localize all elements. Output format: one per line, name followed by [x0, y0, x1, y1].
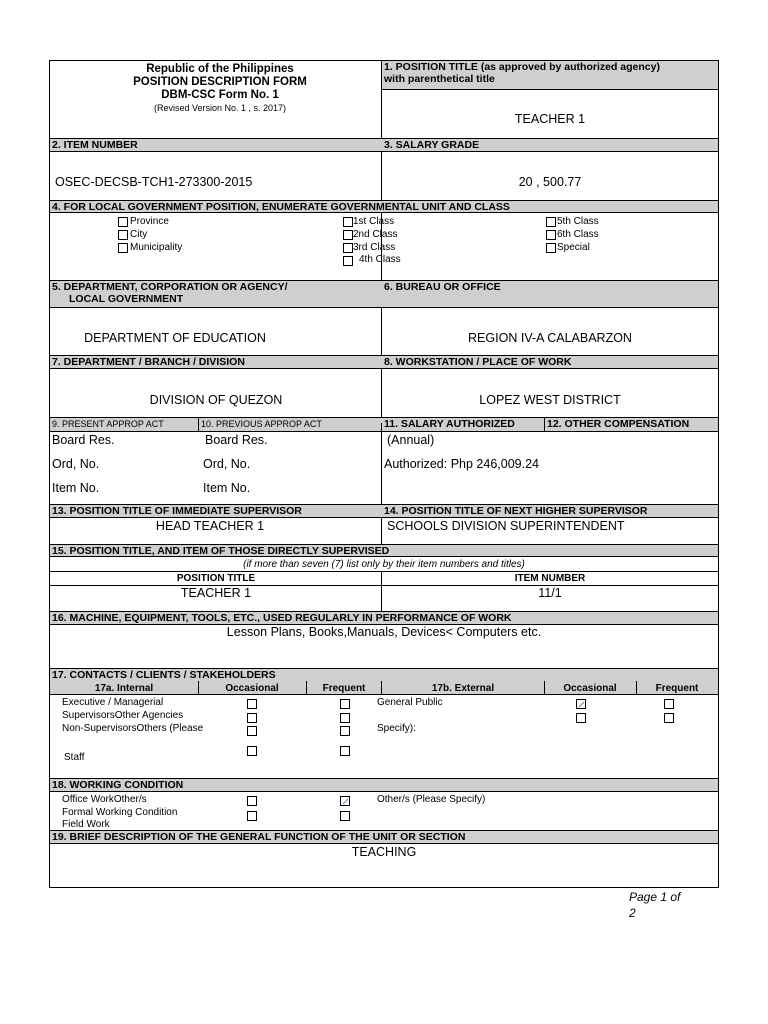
working-condition-other: Other/s (Please Specify)	[377, 794, 486, 805]
6th-class-checkbox[interactable]	[546, 230, 556, 240]
2nd-class-label: 2nd Class	[353, 229, 398, 240]
internal-row-executive: Executive / Managerial	[62, 697, 164, 708]
section-12-label: 12. OTHER COMPENSATION	[545, 417, 718, 432]
position-title-value: TEACHER 1	[514, 112, 586, 126]
col-item-number: ITEM NUMBER	[514, 573, 586, 584]
item-number-value: OSEC-DECSB-TCH1-273300-2015	[55, 175, 253, 189]
general-function-value: TEACHING	[351, 845, 417, 859]
section-18-label: 18. WORKING CONDITION	[50, 778, 718, 792]
agencies-occasional-checkbox[interactable]	[576, 713, 586, 723]
1st-class-checkbox[interactable]	[343, 217, 353, 227]
department-value: DEPARTMENT OF EDUCATION	[84, 331, 266, 345]
5th-class-label: 5th Class	[557, 216, 599, 227]
section-8-label: 8. WORKSTATION / PLACE OF WORK	[382, 355, 718, 369]
external-row-general-public: General Public	[377, 697, 443, 708]
previous-item-no: Item No.	[203, 481, 251, 495]
supervisors-occasional-checkbox[interactable]	[247, 713, 257, 723]
equipment-value: Lesson Plans, Books,Manuals, Devices< Computers etc.	[226, 625, 542, 639]
section-13-label: 13. POSITION TITLE OF IMMEDIATE SUPERVISOR	[50, 504, 382, 518]
executive-frequent-checkbox[interactable]	[340, 699, 350, 709]
section-19-label: 19. BRIEF DESCRIPTION OF THE GENERAL FUNCTION OF THE UNIT OR SECTION	[50, 830, 718, 844]
salary-annual: (Annual)	[387, 433, 435, 447]
division-value: DIVISION OF QUEZON	[149, 393, 283, 407]
city-checkbox[interactable]	[118, 230, 128, 240]
3rd-class-checkbox[interactable]	[343, 243, 353, 253]
external-row-specify: Specify):	[377, 723, 416, 734]
internal-row-staff: Staff	[64, 752, 85, 763]
section-17-label: 17. CONTACTS / CLIENTS / STAKEHOLDERS	[50, 668, 718, 682]
col-position-title: POSITION TITLE	[176, 573, 256, 584]
special-checkbox[interactable]	[546, 243, 556, 253]
section-10-label: 10. PREVIOUS APPROP ACT	[199, 417, 382, 432]
internal-row-non-supervisors: Non-SupervisorsOthers (Please	[62, 723, 204, 734]
section-9-label: 9. PRESENT APPROP ACT	[50, 417, 198, 432]
section-7-label: 7. DEPARTMENT / BRANCH / DIVISION	[50, 355, 382, 369]
non-supervisors-frequent-checkbox[interactable]	[340, 726, 350, 736]
immediate-supervisor-value: HEAD TEACHER 1	[155, 519, 265, 533]
agencies-frequent-checkbox[interactable]	[664, 713, 674, 723]
field-work-occasional-checkbox[interactable]	[247, 811, 257, 821]
4th-class-label: 4th Class	[359, 254, 401, 265]
office-work-frequent-checkbox[interactable]	[340, 796, 350, 806]
working-condition-formal: Formal Working Condition	[62, 807, 178, 818]
salary-grade-value: 20 , 500.77	[518, 175, 582, 189]
col-external-frequent: Frequent	[655, 683, 699, 694]
supervised-title-value: TEACHER 1	[180, 586, 252, 600]
section-4-label: 4. FOR LOCAL GOVERNMENT POSITION, ENUMERATE GOVERNMENTAL UNIT AND CLASS	[50, 200, 718, 213]
special-label: Special	[557, 242, 590, 253]
section-14-label: 14. POSITION TITLE OF NEXT HIGHER SUPERVISOR	[382, 504, 718, 518]
section-16-label: 16. MACHINE, EQUIPMENT, TOOLS, ETC., USED REGULARLY IN PERFORMANCE OF WORK	[50, 611, 718, 625]
form-revision: (Revised Version No. 1 , s. 2017)	[153, 103, 287, 113]
col-external: 17b. External	[431, 683, 495, 694]
office-work-occasional-checkbox[interactable]	[247, 796, 257, 806]
4th-class-checkbox[interactable]	[343, 256, 353, 266]
municipality-checkbox[interactable]	[118, 243, 128, 253]
supervisors-frequent-checkbox[interactable]	[340, 713, 350, 723]
working-condition-field: Field Work	[62, 819, 110, 830]
supervised-item-value: 11/1	[538, 586, 562, 600]
previous-board-res: Board Res.	[205, 433, 268, 447]
section-1-label: 1. POSITION TITLE (as approved by authorized agency) with parenthetical title	[382, 61, 718, 90]
1st-class-label: 1st Class	[353, 216, 395, 227]
city-label: City	[130, 229, 148, 240]
form-title: POSITION DESCRIPTION FORM	[133, 76, 307, 88]
position-description-form	[49, 60, 719, 888]
col-external-occasional: Occasional	[563, 683, 617, 694]
present-item-no: Item No.	[52, 481, 100, 495]
republic-heading: Republic of the Philippines	[146, 63, 294, 75]
divider	[50, 585, 718, 586]
next-higher-supervisor-value: SCHOOLS DIVISION SUPERINTENDENT	[387, 519, 625, 533]
present-ord-no: Ord, No.	[52, 457, 100, 471]
section-3-label: 3. SALARY GRADE	[382, 138, 718, 152]
col-internal-occasional: Occasional	[225, 683, 279, 694]
general-public-frequent-checkbox[interactable]	[664, 699, 674, 709]
form-number: DBM-CSC Form No. 1	[161, 89, 279, 101]
staff-frequent-checkbox[interactable]	[340, 746, 350, 756]
divider	[381, 423, 382, 511]
col-internal-frequent: Frequent	[322, 683, 366, 694]
municipality-label: Municipality	[130, 242, 183, 253]
previous-ord-no: Ord, No.	[203, 457, 251, 471]
section-6-label: 6. BUREAU OR OFFICE	[382, 280, 718, 308]
workstation-value: LOPEZ WEST DISTRICT	[479, 393, 621, 407]
salary-authorized-value: Authorized: Php 246,009.24	[384, 457, 539, 471]
page-number: Page 1 of 2	[629, 890, 681, 920]
internal-row-supervisors: SupervisorsOther Agencies	[62, 710, 184, 721]
bureau-value: REGION IV-A CALABARZON	[468, 331, 632, 345]
staff-occasional-checkbox[interactable]	[247, 746, 257, 756]
executive-occasional-checkbox[interactable]	[247, 699, 257, 709]
present-board-res: Board Res.	[52, 433, 115, 447]
field-work-frequent-checkbox[interactable]	[340, 811, 350, 821]
non-supervisors-occasional-checkbox[interactable]	[247, 726, 257, 736]
supervised-note: (if more than seven (7) list only by their item numbers and titles)	[243, 559, 525, 570]
3rd-class-label: 3rd Class	[353, 242, 396, 253]
col-internal: 17a. Internal	[94, 683, 154, 694]
section-11-label: 11. SALARY AUTHORIZED	[382, 417, 544, 432]
5th-class-checkbox[interactable]	[546, 217, 556, 227]
general-public-occasional-checkbox[interactable]	[576, 699, 586, 709]
province-label: Province	[130, 216, 169, 227]
section-15-label: 15. POSITION TITLE, AND ITEM OF THOSE DIRECTLY SUPERVISED	[50, 544, 718, 557]
2nd-class-checkbox[interactable]	[343, 230, 353, 240]
6th-class-label: 6th Class	[557, 229, 599, 240]
section-2-label: 2. ITEM NUMBER	[50, 138, 382, 152]
section-5-label: 5. DEPARTMENT, CORPORATION OR AGENCY/ LOCAL GOVERNMENT	[50, 280, 382, 308]
province-checkbox[interactable]	[118, 217, 128, 227]
working-condition-office: Office WorkOther/s	[62, 794, 147, 805]
